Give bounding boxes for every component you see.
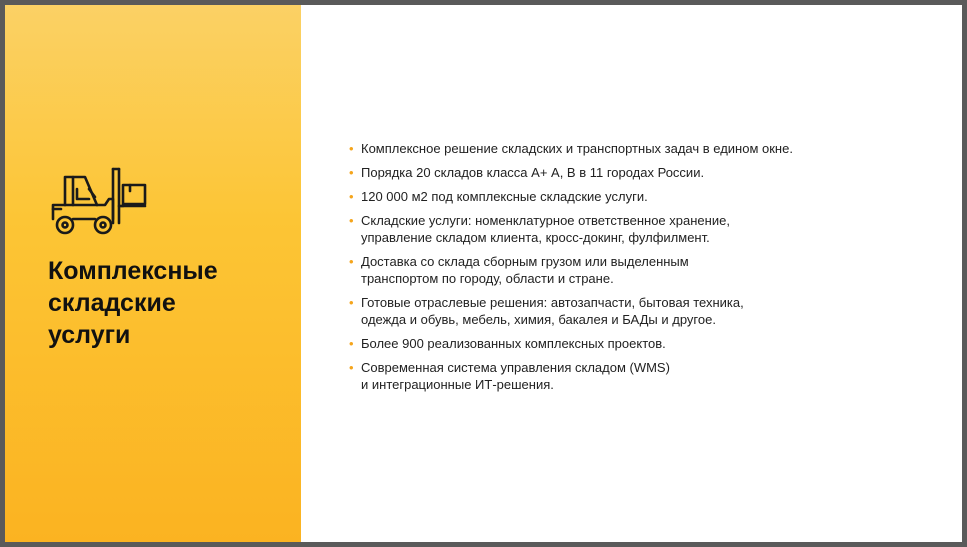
list-item [349, 164, 909, 181]
list-item [349, 140, 909, 157]
slide [5, 5, 962, 542]
accent-panel [5, 5, 301, 542]
bullet-text: Складские услуги: номенклатурное ответственное хранение, [361, 213, 730, 228]
bullet-text: Порядка 20 складов класса А+ А, В в 11 городах России. [361, 165, 705, 180]
bullet-icon: • [349, 189, 354, 204]
list-item [349, 359, 909, 393]
list-item [349, 212, 909, 246]
bullet-icon: • [349, 213, 354, 228]
list-item [349, 253, 909, 287]
page-title [48, 255, 218, 351]
bullet-text: 120 000 м2 под комплексные складские услуги. [361, 189, 648, 204]
bullet-icon: • [349, 254, 354, 269]
list-item [349, 335, 909, 352]
title-line: услуги [48, 321, 131, 349]
list-item [349, 294, 909, 328]
bullet-text: Готовые отраслевые решения: автозапчасти, бытовая техника, [361, 295, 744, 310]
bullet-text: транспортом по городу, области и стране. [361, 271, 614, 286]
bullet-text: одежда и обувь, мебель, химия, бакалея и БАДы и другое. [361, 312, 716, 327]
bullet-text: Комплексное решение складских и транспортных задач в едином окне. [361, 141, 793, 156]
bullet-list [349, 140, 909, 400]
title-line: складские [48, 289, 176, 317]
bullet-icon: • [349, 336, 354, 351]
bullet-icon: • [349, 141, 354, 156]
list-item [349, 188, 909, 205]
bullet-icon: • [349, 360, 354, 375]
bullet-text: Более 900 реализованных комплексных проектов. [361, 336, 666, 351]
bullet-text: Современная система управления складом (WMS) [361, 360, 670, 375]
title-line: Комплексные [48, 257, 218, 285]
bullet-text: и интеграционные ИТ-решения. [361, 377, 554, 392]
bullet-icon: • [349, 165, 354, 180]
forklift-icon [49, 163, 147, 239]
content-panel [301, 5, 962, 542]
bullet-text: управление складом клиента, кросс-докинг, фулфилмент. [361, 230, 710, 245]
bullet-text: Доставка со склада сборным грузом или выделенным [361, 254, 689, 269]
bullet-icon: • [349, 295, 354, 310]
